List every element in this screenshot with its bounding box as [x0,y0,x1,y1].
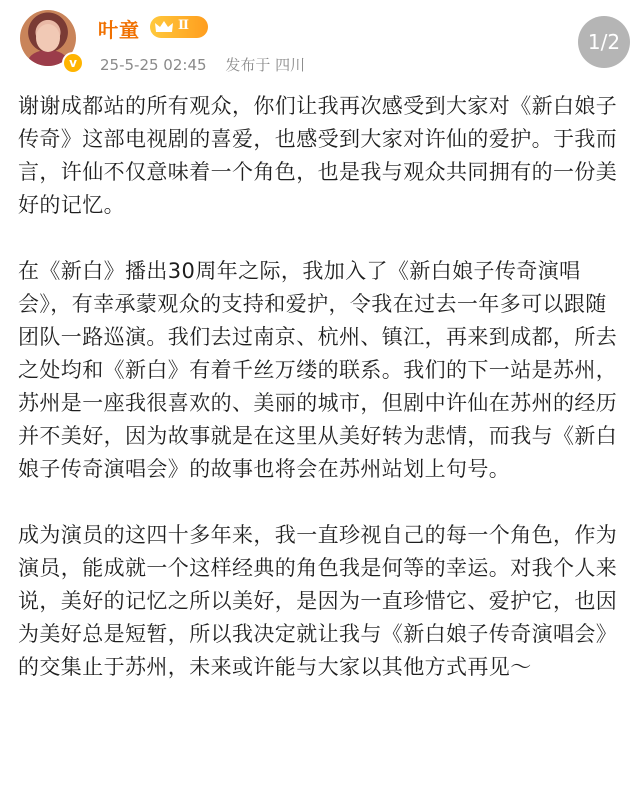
post-meta [100,54,319,75]
page-indicator[interactable]: 1/2 [578,16,630,68]
post-paragraph-1: 谢谢成都站的所有观众，你们让我再次感受到大家对《新白娘子传奇》这部电视剧的喜爱，也感受到大家对许仙的爱护。于我而言，许仙不仅意味着一个角色，也是我与观众共同拥有的一份美好的记忆。 [18,94,618,217]
post-paragraph-2: 在《新白》播出30周年之际，我加入了《新白娘子传奇演唱会》，有幸承蒙观众的支持和爱护，令我在过去一年多可以跟随团队一路巡演。我们去过南京、杭州、镇江，再来到成都，所去之处均和《新白》有着千丝万缕的联系。我们的下一站是苏州，苏州是一座我很喜欢的、美丽的城市，但剧中许仙在苏州的经历并不美好，因为故事就是在这里从美好转为悲情，而我与《新白娘子传奇演唱会》的故事也将会在苏州站划上句号。 [18,259,618,481]
post-paragraph-3: 成为演员的这四十多年来，我一直珍视自己的每一个角色，作为演员，能成就一个这样经典的角色我是何等的幸运。对我个人来说，美好的记忆之所以美好，是因为一直珍惜它、爱护它，也因为美好总是短暂，所以我决定就让我与《新白娘子传奇演唱会》的交集止于苏州，未来或许能与大家以其他方式再见～ [18,523,618,679]
level-badge[interactable] [150,16,208,38]
post-timestamp: 25-5-25 02:45 [100,56,207,74]
verified-icon: v [62,52,84,74]
crown-icon [154,19,174,35]
post-header [0,0,640,90]
author-name[interactable]: 叶童 [98,18,140,42]
post-body [18,90,624,717]
avatar-face [36,24,60,52]
level-text: Ⅱ [178,18,189,33]
post-location: 发布于 四川 [225,56,306,74]
